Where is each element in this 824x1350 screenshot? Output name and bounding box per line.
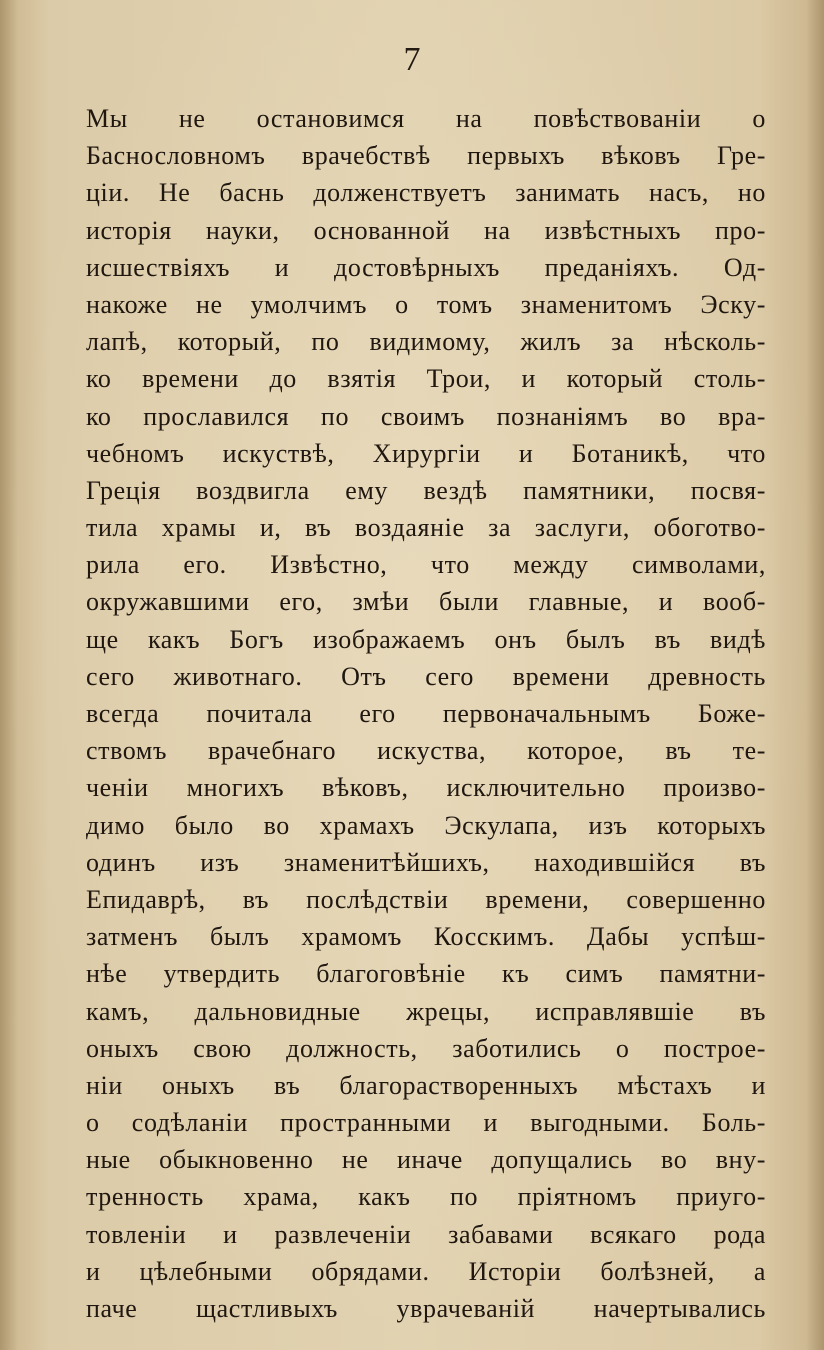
text-line: всегда почитала его первоначальнымъ Боже- (86, 699, 766, 728)
text-line: Баснословномъ врачебствѣ первыхъ вѣковъ Гре- (86, 141, 766, 171)
text-line: ствомъ врачебнаго искуства, которое, въ те- (86, 736, 766, 766)
text-line: рила его. Извѣстно, что между символами, (86, 550, 766, 580)
text-line: лапѣ, который, по видимому, жилъ за нѣсколь- (86, 327, 766, 357)
text-line: товленіи и развлеченіи забавами всякаго рода (86, 1219, 766, 1249)
page-right-edge (806, 0, 824, 1350)
text-line: ные обыкновенно не иначе допущались во вну- (86, 1145, 766, 1175)
text-line: тила храмы и, въ воздаяніе за заслуги, обоготво- (86, 513, 766, 543)
text-line: одинъ изъ знаменитѣйшихъ, находившійся въ (86, 847, 766, 877)
text-line: о содѣланіи пространными и выгодными. Боль- (86, 1108, 766, 1138)
body-text (86, 100, 766, 1327)
text-line: сего животнаго. Отъ сего времени древность (86, 661, 766, 691)
text-line: нѣе утвердить благоговѣніе къ симъ памятни- (86, 959, 766, 989)
text-line: камъ, дальновидные жрецы, исправлявшіе въ (86, 996, 766, 1026)
text-line: ко прославился по своимъ познаніямъ во вра- (86, 401, 766, 431)
text-line: оныхъ свою должность, заботились о построе- (86, 1033, 766, 1063)
text-line: накоже не умолчимъ о томъ знаменитомъ Эску- (86, 289, 766, 319)
text-line: исшествіяхъ и достовѣрныхъ преданіяхъ. Од- (86, 252, 766, 282)
text-line: исторія науки, основанной на извѣстныхъ про- (86, 215, 766, 245)
text-line: паче щастливыхъ уврачеваній начертывались (86, 1294, 766, 1323)
text-line: окружавшими его, змѣи были главные, и вооб- (86, 587, 766, 617)
text-line: ціи. Не баснь долженствуетъ занимать насъ, но (86, 178, 766, 208)
text-line: ще какъ Богъ изображаемъ онъ былъ въ видѣ (86, 624, 766, 654)
text-line: Епидаврѣ, въ послѣдствіи времени, совершенно (86, 884, 766, 914)
text-line: ко времени до взятія Трои, и который столь- (86, 364, 766, 394)
text-line: затменъ былъ храмомъ Косскимъ. Дабы успѣш- (86, 922, 766, 952)
text-line: ніи оныхъ въ благорастворенныхъ мѣстахъ и (86, 1070, 766, 1100)
text-line: ченіи многихъ вѣковъ, исключительно произво- (86, 773, 766, 803)
text-line: Мы не остановимся на повѣствованіи о (86, 104, 766, 133)
text-line: чебномъ искуствѣ, Хирургіи и Ботаникѣ, что (86, 438, 766, 468)
page-left-edge (0, 0, 18, 1350)
text-line: димо было во храмахъ Эскулапа, изъ которыхъ (86, 810, 766, 840)
text-line: и цѣлебными обрядами. Исторіи болѣзней, а (86, 1256, 766, 1286)
page-number: 7 (403, 41, 421, 78)
text-line: тренность храма, какъ по пріятномъ приуго- (86, 1182, 766, 1212)
text-line: Греція воздвигла ему вездѣ памятники, посвя- (86, 475, 766, 505)
